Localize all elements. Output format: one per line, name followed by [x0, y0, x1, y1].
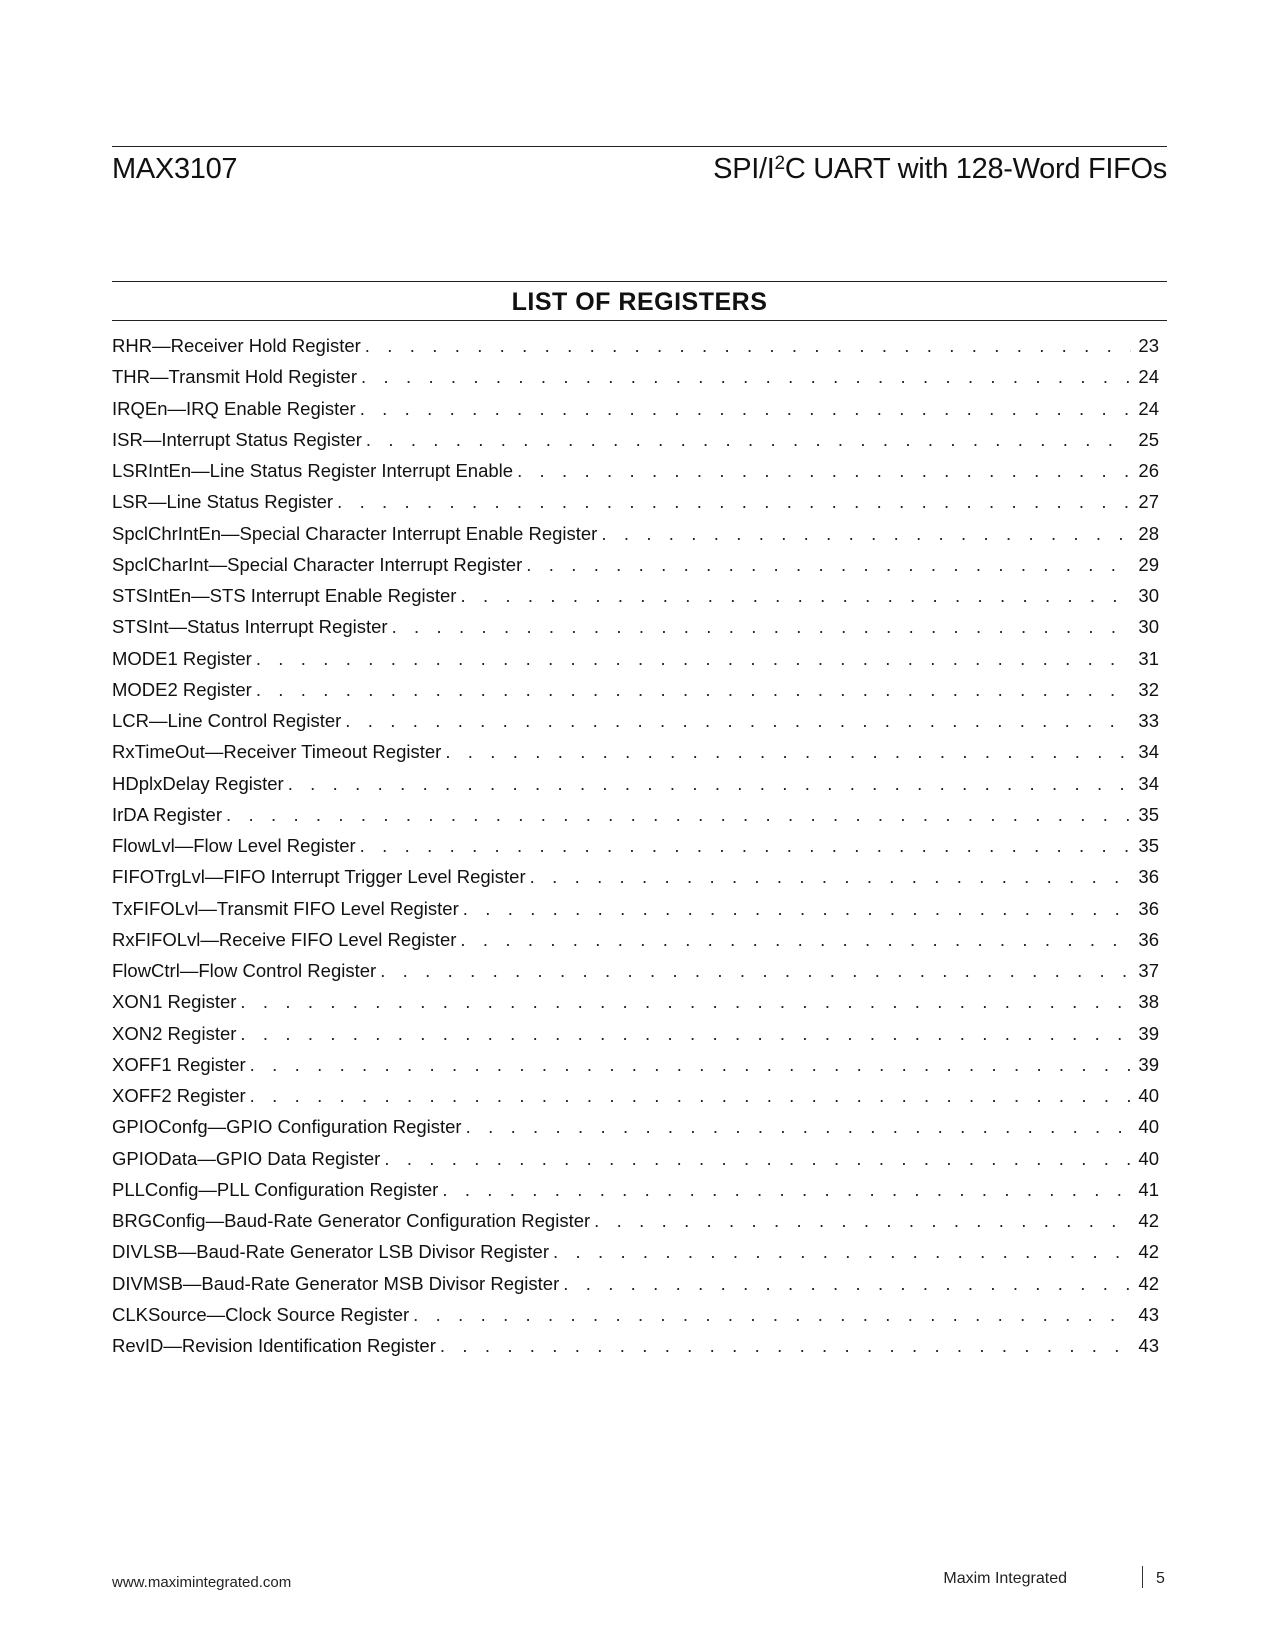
toc-entry-label[interactable]: STSIntEn—STS Interrupt Enable Register [112, 585, 457, 606]
toc-entry-page[interactable]: 34 [1138, 741, 1159, 763]
section-rule-bottom [112, 320, 1167, 321]
footer-brand: Maxim Integrated [943, 1570, 1067, 1587]
register-list [112, 330, 1159, 1361]
toc-leader-dots [250, 1080, 1131, 1111]
footer-page-number: 5 [1156, 1570, 1165, 1587]
toc-entry[interactable] [112, 1330, 1159, 1361]
toc-entry-page[interactable]: 39 [1138, 1053, 1159, 1075]
toc-entry-page[interactable]: 36 [1138, 897, 1159, 919]
toc-entry[interactable] [112, 1049, 1159, 1080]
toc-entry-label[interactable]: PLLConfig—PLL Configuration Register [112, 1178, 439, 1200]
toc-entry-label[interactable]: HDplxDelay Register [112, 772, 284, 794]
toc-leader-dots [442, 1174, 1131, 1205]
toc-entry-label[interactable]: ISR—Interrupt Status Register [112, 428, 362, 450]
toc-entry-page[interactable]: 35 [1138, 835, 1159, 856]
toc-entry-page[interactable]: 42 [1138, 1210, 1159, 1231]
toc-entry-label[interactable]: DIVMSB—Baud-Rate Generator MSB Divisor Register [112, 1272, 560, 1294]
toc-entry-page[interactable]: 24 [1138, 366, 1159, 388]
toc-entry-page[interactable]: 32 [1138, 678, 1159, 700]
toc-entry[interactable] [112, 518, 1159, 549]
toc-entry-label[interactable]: STSInt—Status Interrupt Register [112, 616, 388, 638]
toc-entry[interactable] [112, 705, 1159, 736]
toc-entry-label[interactable]: MODE2 Register [112, 678, 252, 700]
toc-entry-page[interactable]: 30 [1138, 616, 1159, 638]
toc-leader-dots [366, 424, 1131, 455]
toc-leader-dots [256, 674, 1131, 705]
toc-entry-label[interactable]: THR—Transmit Hold Register [112, 366, 357, 388]
toc-leader-dots [360, 393, 1131, 424]
toc-leader-dots [250, 1049, 1131, 1080]
toc-leader-dots [361, 361, 1131, 392]
toc-entry-label[interactable]: XON2 Register [112, 1022, 237, 1044]
toc-entry-label[interactable]: XON1 Register [112, 991, 237, 1013]
toc-leader-dots [517, 455, 1131, 486]
toc-entry-page[interactable]: 42 [1138, 1241, 1159, 1263]
toc-leader-dots [288, 768, 1131, 799]
toc-leader-dots [380, 955, 1131, 986]
toc-entry[interactable] [112, 893, 1159, 924]
toc-entry[interactable] [112, 1143, 1159, 1174]
toc-entry-label[interactable]: GPIOData—GPIO Data Register [112, 1147, 381, 1169]
toc-entry-label[interactable]: LCR—Line Control Register [112, 710, 342, 731]
toc-entry-label[interactable]: MODE1 Register [112, 647, 252, 669]
toc-entry-label[interactable]: LSR—Line Status Register [112, 491, 334, 513]
toc-leader-dots [413, 1299, 1131, 1330]
toc-entry[interactable] [112, 1299, 1159, 1330]
toc-entry-page[interactable]: 34 [1138, 772, 1159, 794]
toc-entry-label[interactable]: RevID—Revision Identification Register [112, 1335, 436, 1356]
toc-entry[interactable] [112, 861, 1159, 892]
toc-leader-dots [365, 330, 1131, 361]
toc-leader-dots [440, 1330, 1131, 1361]
toc-leader-dots [526, 549, 1131, 580]
toc-entry-label[interactable]: FIFOTrgLvl—FIFO Interrupt Trigger Level Register [112, 866, 526, 888]
toc-entry-page[interactable]: 40 [1138, 1116, 1159, 1138]
toc-entry[interactable] [112, 1111, 1159, 1142]
toc-entry-page[interactable]: 30 [1138, 585, 1159, 606]
toc-leader-dots [463, 893, 1131, 924]
toc-leader-dots [384, 1143, 1131, 1174]
toc-leader-dots [553, 1236, 1131, 1267]
toc-entry-page[interactable]: 23 [1138, 335, 1159, 356]
toc-entry-label[interactable]: IrDA Register [112, 803, 223, 825]
toc-entry-page[interactable]: 36 [1138, 866, 1159, 888]
title-prefix: SPI/I [713, 153, 775, 185]
toc-entry[interactable] [112, 1080, 1159, 1111]
toc-entry-label[interactable]: RHR—Receiver Hold Register [112, 335, 361, 356]
toc-leader-dots [601, 518, 1131, 549]
toc-entry-page[interactable]: 40 [1138, 1085, 1159, 1106]
toc-entry-label[interactable]: RxTimeOut—Receiver Timeout Register [112, 741, 442, 763]
toc-entry[interactable] [112, 424, 1159, 455]
toc-leader-dots [240, 986, 1131, 1017]
toc-entry[interactable] [112, 1236, 1159, 1267]
toc-entry[interactable] [112, 1174, 1159, 1205]
toc-entry-label[interactable]: IRQEn—IRQ Enable Register [112, 397, 356, 419]
toc-entry-label[interactable]: LSRIntEn—Line Status Register Interrupt Enable [112, 460, 514, 481]
toc-entry[interactable] [112, 736, 1159, 767]
toc-entry-page[interactable]: 37 [1138, 960, 1159, 981]
toc-entry[interactable] [112, 611, 1159, 642]
toc-entry-page[interactable]: 33 [1138, 710, 1159, 731]
footer-divider [1142, 1566, 1143, 1588]
section-rule-top [112, 281, 1167, 282]
toc-leader-dots [240, 1018, 1131, 1049]
toc-leader-dots [594, 1205, 1131, 1236]
footer-url[interactable]: www.maximintegrated.com [112, 1574, 292, 1591]
toc-entry[interactable] [112, 955, 1159, 986]
toc-entry-label[interactable]: CLKSource—Clock Source Register [112, 1303, 410, 1325]
toc-leader-dots [563, 1268, 1131, 1299]
toc-entry-page[interactable]: 29 [1138, 553, 1159, 575]
toc-entry[interactable] [112, 1205, 1159, 1236]
toc-leader-dots [226, 799, 1131, 830]
toc-entry[interactable] [112, 455, 1159, 486]
toc-entry-page[interactable]: 28 [1138, 522, 1159, 544]
toc-entry-label[interactable]: FlowCtrl—Flow Control Register [112, 960, 377, 981]
toc-entry-page[interactable]: 40 [1138, 1147, 1159, 1169]
toc-entry-page[interactable]: 38 [1138, 991, 1159, 1013]
toc-leader-dots [345, 705, 1131, 736]
toc-entry[interactable] [112, 830, 1159, 861]
toc-leader-dots [466, 1111, 1131, 1142]
toc-leader-dots [530, 861, 1131, 892]
toc-entry[interactable] [112, 643, 1159, 674]
toc-entry[interactable] [112, 799, 1159, 830]
toc-leader-dots [392, 611, 1131, 642]
toc-leader-dots [360, 830, 1131, 861]
toc-leader-dots [460, 580, 1131, 611]
toc-entry-label[interactable]: TxFIFOLvl—Transmit FIFO Level Register [112, 897, 459, 919]
toc-entry-page[interactable]: 27 [1138, 491, 1159, 513]
toc-entry[interactable] [112, 1018, 1159, 1049]
toc-entry[interactable] [112, 580, 1159, 611]
toc-entry-label[interactable]: GPIOConfg—GPIO Configuration Register [112, 1116, 462, 1138]
toc-entry-page[interactable]: 31 [1138, 647, 1159, 669]
toc-entry-page[interactable]: 41 [1138, 1178, 1159, 1200]
toc-entry-label[interactable]: BRGConfig—Baud-Rate Generator Configuration Register [112, 1210, 591, 1231]
title-superscript: 2 [774, 153, 785, 174]
toc-entry-page[interactable]: 24 [1138, 397, 1159, 419]
toc-entry-page[interactable]: 43 [1138, 1335, 1159, 1356]
toc-entry[interactable] [112, 361, 1159, 392]
title-suffix: C UART with 128-Word FIFOs [784, 153, 1167, 185]
toc-entry-label[interactable]: RxFIFOLvl—Receive FIFO Level Register [112, 928, 457, 950]
toc-entry[interactable] [112, 1268, 1159, 1299]
toc-leader-dots [256, 643, 1131, 674]
toc-entry[interactable] [112, 549, 1159, 580]
toc-entry-page[interactable]: 42 [1138, 1272, 1159, 1294]
toc-leader-dots [337, 486, 1131, 517]
header-rule [112, 146, 1167, 147]
toc-entry-label[interactable]: FlowLvl—Flow Level Register [112, 835, 356, 856]
toc-entry-page[interactable]: 36 [1138, 928, 1159, 950]
toc-entry[interactable] [112, 924, 1159, 955]
document-title [713, 151, 1167, 187]
toc-entry[interactable] [112, 986, 1159, 1017]
toc-entry-page[interactable]: 39 [1138, 1022, 1159, 1044]
section-title: LIST OF REGISTERS [511, 288, 768, 316]
toc-entry-label[interactable]: SpclCharInt—Special Character Interrupt Register [112, 553, 523, 575]
toc-entry[interactable] [112, 330, 1159, 361]
toc-entry[interactable] [112, 486, 1159, 517]
toc-leader-dots [460, 924, 1131, 955]
toc-entry-page[interactable]: 43 [1138, 1303, 1159, 1325]
toc-entry-label[interactable]: DIVLSB—Baud-Rate Generator LSB Divisor Register [112, 1241, 549, 1263]
toc-entry-page[interactable]: 25 [1138, 428, 1159, 450]
toc-entry[interactable] [112, 393, 1159, 424]
toc-entry-label[interactable]: XOFF2 Register [112, 1085, 246, 1106]
toc-entry[interactable] [112, 768, 1159, 799]
toc-entry-page[interactable]: 35 [1138, 803, 1159, 825]
toc-leader-dots [445, 736, 1131, 767]
part-number: MAX3107 [112, 153, 238, 185]
toc-entry-label[interactable]: SpclChrIntEn—Special Character Interrupt Enable Register [112, 522, 598, 544]
toc-entry-label[interactable]: XOFF1 Register [112, 1053, 246, 1075]
toc-entry-page[interactable]: 26 [1138, 460, 1159, 481]
toc-entry[interactable] [112, 674, 1159, 705]
